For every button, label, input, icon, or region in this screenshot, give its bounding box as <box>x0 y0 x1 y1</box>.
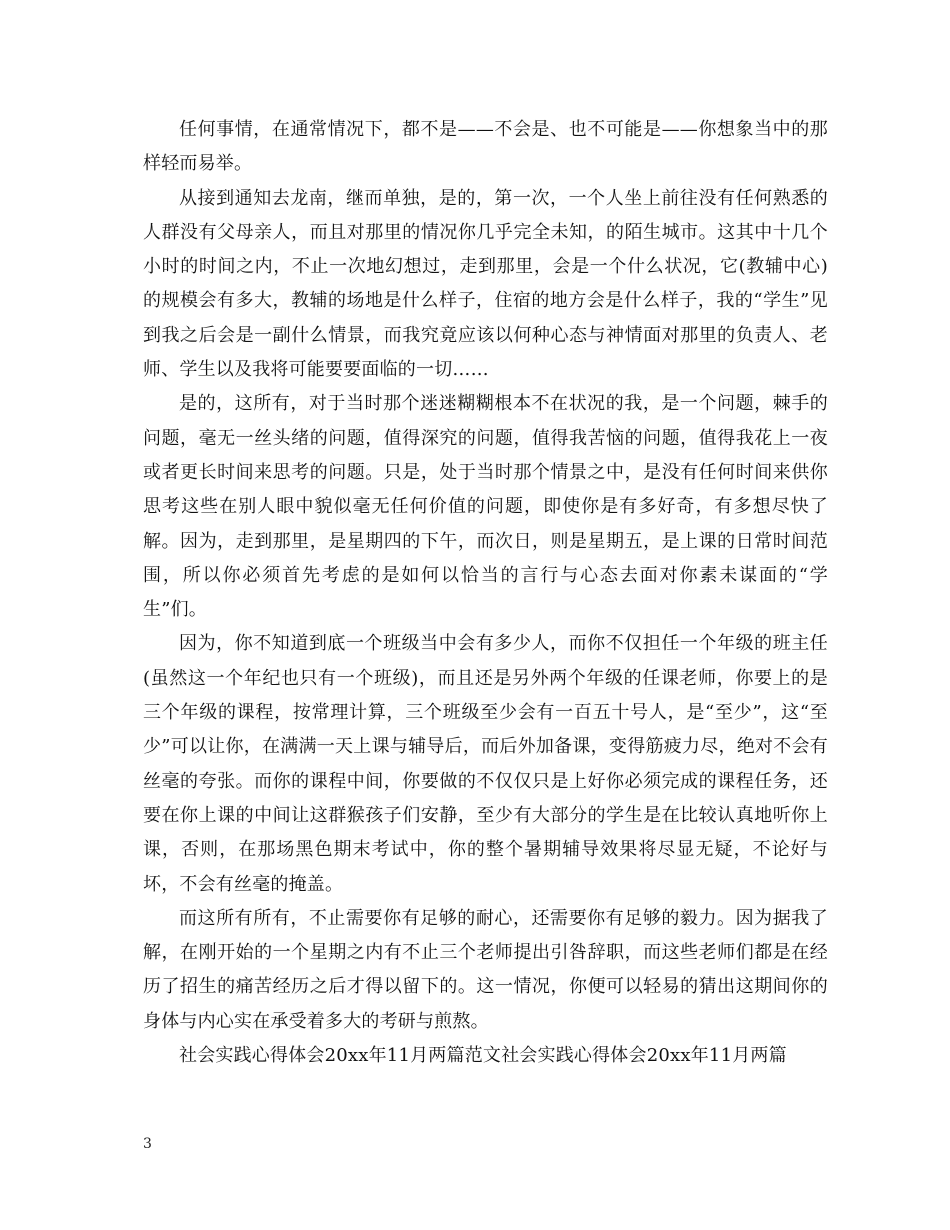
paragraph-4: 因为，你不知道到底一个班级当中会有多少人，而你不仅担任一个年级的班主任(虽然这一个年纪也只有一个班级)，而且还是另外两个年级的任课老师，你要上的是三个年级的课程，按常理计算，三个班级至少会有一百五十号人，是“至少”，这“至少”可以让你，在满满一天上课与辅导后，而后外加备课，变得筋疲力尽，绝对不会有丝毫的夸张。而你的课程中间，你要做的不仅仅只是上好你必须完成的课程任务，还要在你上课的中间让这群猴孩子们安静，至少有大部分的学生是在比较认真地听你上课，否则，在那场黑色期末考试中，你的整个暑期辅导效果将尽显无疑，不论好与坏，不会有丝毫的掩盖。 <box>143 633 828 895</box>
paragraph-2: 从接到通知去龙南，继而单独，是的，第一次，一个人坐上前往没有任何熟悉的人群没有父母亲人，而且对那里的情况你几乎完全未知，的陌生城市。这其中十几个小时的时间之内，不止一次地幻想过，走到那里，会是一个什么状况，它(教辅中心)的规模会有多大，教辅的场地是什么样子，住宿的地方会是什么样子，我的“学生”见到我之后会是一副什么情景，而我究竟应该以何种心态与神情面对那里的负责人、老师、学生以及我将可能要要面临的一切…… <box>143 187 828 381</box>
paragraph-5: 而这所有所有，不止需要你有足够的耐心，还需要你有足够的毅力。因为据我了解，在刚开始的一个星期之内有不止三个老师提出引咎辞职，而这些老师们都是在经历了招生的痛苦经历之后才得以留下的。这一情况，你便可以轻易的猜出这期间你的身体与内心实在承受着多大的考研与煎熬。 <box>143 907 828 1032</box>
page-number: 3 <box>143 1136 152 1152</box>
paragraph-6: 社会实践心得体会20xx年11月两篇范文社会实践心得体会20xx年11月两篇 <box>179 1045 787 1067</box>
document-body <box>143 113 828 1073</box>
paragraph-3: 是的，这所有，对于当时那个迷迷糊糊根本不在状况的我，是一个问题，棘手的问题，毫无一丝头绪的问题，值得深究的问题，值得我苦恼的问题，值得我花上一夜或者更长时间来思考的问题。只是，处于当时那个情景之中，是没有任何时间来供你思考这些在别人眼中貌似毫无任何价值的问题，即使你是有多好奇，有多想尽快了解。因为，走到那里，是星期四的下午，而次日，则是星期五，是上课的日常时间范围，所以你必须首先考虑的是如何以恰当的言行与心态去面对你素未谋面的“学生”们。 <box>143 393 828 621</box>
paragraph-1: 任何事情，在通常情况下，都不是——不会是、也不可能是——你想象当中的那样轻而易举。 <box>143 119 828 175</box>
